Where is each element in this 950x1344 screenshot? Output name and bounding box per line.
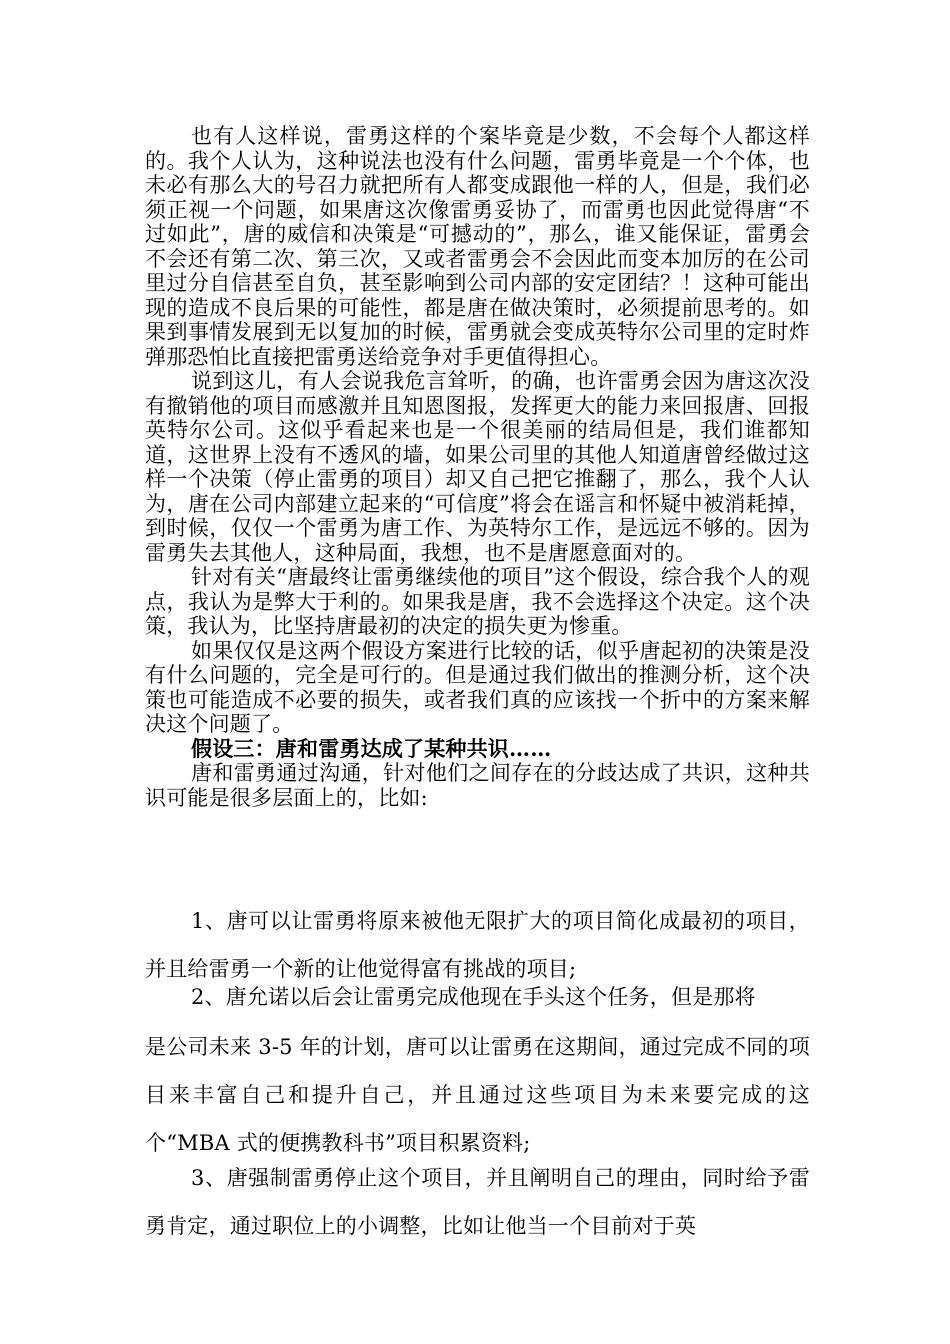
section-heading: 假设三：唐和雷勇达成了某种共识…… <box>191 735 552 761</box>
paragraph-5: 唐和雷勇通过沟通，针对他们之间存在的分歧达成了共识，这种共识可能是很多层面上的，比如: <box>145 761 810 810</box>
body-text-top <box>145 124 810 810</box>
list-item-2-continued: 是公司未来 3-5 年的计划，唐可以让雷勇在这期间，通过完成不同的项目来丰富自己和提升自己，并且通过这些项目为未来要完成的这个“MBA 式的便携教科书”项目积累资料; <box>145 1035 810 1155</box>
paragraph-3: 针对有关“唐最终让雷勇继续他的项目”这个假设，综合我个人的观点，我认为是弊大于利的。如果我是唐，我不会选择这个决定。这个决策，我认为，比坚持唐最初的决定的损失更为惨重。 <box>145 565 810 638</box>
list-item-3: 3、唐强制雷勇停止这个项目，并且阐明自己的理由，同时给予雷勇肯定，通过职位上的小调整，比如让他当一个目前对于英 <box>145 1166 810 1238</box>
paragraph-4: 如果仅仅是这两个假设方案进行比较的话，似乎唐起初的决策是没有什么问题的，完全是可行的。但是通过我们做出的推测分析，这个决策也可能造成不必要的损失，或者我们真的应该找一个折中的方案来解决这个问题了。 <box>145 638 810 736</box>
paragraph-1: 也有人这样说，雷勇这样的个案毕竟是少数，不会每个人都这样的。我个人认为，这种说法也没有什么问题，雷勇毕竟是一个个体，也未必有那么大的号召力就把所有人都变成跟他一样的人，但是，我们必须正视一个问题，如果唐这次像雷勇妥协了，而雷勇也因此觉得唐“不过如此”，唐的威信和决策是“可撼动的”，那么，谁又能保证，雷勇会不会还有第二次、第三次，又或者雷勇会不会因此而变本加厉的在公司里过分自信甚至自负，甚至影响到公司内部的安定团结？！这种可能出现的造成不良后果的可能性，都是唐在做决策时，必须提前思考的。如果到事情发展到无以复加的时候，雷勇就会变成英特尔公司里的定时炸弹那恐怕比直接把雷勇送给竞争对手更值得担心。 <box>145 124 810 369</box>
list-item-2-first-line: 2、唐允诺以后会让雷勇完成他现在手头这个任务，但是那将 <box>191 985 756 1009</box>
list-item-1: 1、唐可以让雷勇将原来被他无限扩大的项目简化成最初的项目，并且给雷勇一个新的让他觉得富有挑战的项目; <box>145 909 810 981</box>
paragraph-2: 说到这儿，有人会说我危言耸听，的确，也许雷勇会因为唐这次没有撤销他的项目而感激并且知恩图报，发挥更大的能力来回报唐、回报英特尔公司。这似乎看起来也是一个很美丽的结局但是，我们谁都知道，这世界上没有不透风的墙，如果公司里的其他人知道唐曾经做过这样一个决策（停止雷勇的项目）却又自己把它推翻了，那么，我个人认为，唐在公司内部建立起来的“可信度”将会在谣言和怀疑中被消耗掉，到时候，仅仅一个雷勇为唐工作、为英特尔工作，是远远不够的。因为雷勇失去其他人，这种局面，我想，也不是唐愿意面对的。 <box>145 369 810 565</box>
